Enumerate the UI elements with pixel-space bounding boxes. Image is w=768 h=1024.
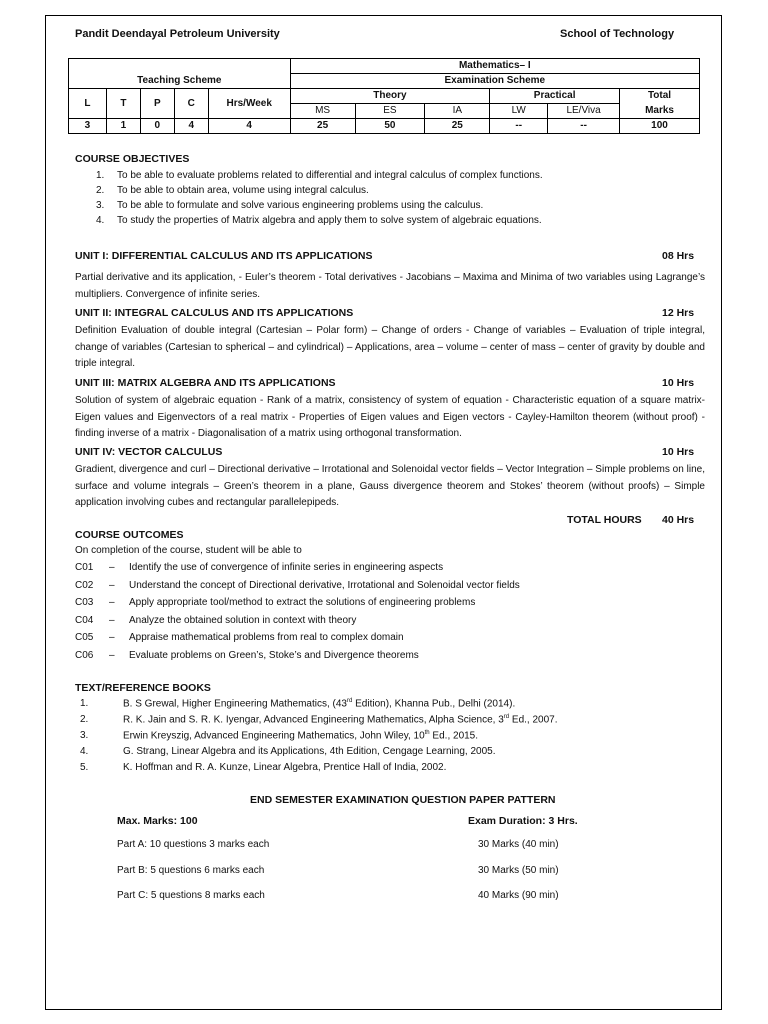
book-num: 1.	[80, 698, 89, 709]
outcome-item	[75, 650, 419, 661]
outcome-code: C03	[75, 597, 94, 608]
scheme-table	[68, 58, 700, 134]
unit-hours: 12 Hrs	[662, 307, 695, 319]
objectives-heading: COURSE OBJECTIVES	[75, 153, 190, 165]
value-cell: --	[548, 119, 620, 134]
book-text: Erwin Kreyszig, Advanced Engineering Mathematics, John Wiley, 10	[123, 730, 425, 742]
col-ms: MS	[290, 104, 355, 119]
theory-header: Theory	[290, 89, 490, 104]
book-entry	[123, 730, 478, 741]
value-cell: 25	[290, 119, 355, 134]
col-ia: IA	[425, 104, 490, 119]
value-cell: 25	[425, 119, 490, 134]
outcome-code: C01	[75, 562, 94, 573]
total-header: Total	[620, 89, 700, 104]
outcome-text: Evaluate problems on Green’s, Stoke’s and Divergence theorems	[129, 650, 419, 661]
books-heading: TEXT/REFERENCE BOOKS	[75, 682, 211, 694]
outcome-code: C05	[75, 632, 94, 643]
outcome-dash: –	[109, 632, 115, 643]
value-cell: 0	[140, 119, 174, 134]
objective-num: 2.	[96, 185, 105, 196]
university-name: Pandit Deendayal Petroleum University	[75, 28, 280, 40]
unit-title: UNIT IV: VECTOR CALCULUS	[75, 446, 223, 458]
outcome-text: Understand the concept of Directional derivative, Irrotational and Solenoidal vector fields	[129, 580, 520, 591]
objective-text: To be able to evaluate problems related to differential and integral calculus of complex functions.	[117, 170, 543, 181]
objective-text: To be able to obtain area, volume using integral calculus.	[117, 185, 369, 196]
unit-title: UNIT II: INTEGRAL CALCULUS AND ITS APPLICATIONS	[75, 307, 354, 319]
objective-num: 1.	[96, 170, 105, 181]
book-sup: rd	[347, 698, 353, 704]
objective-num: 4.	[96, 215, 105, 226]
outcome-code: C02	[75, 580, 94, 591]
unit-hours: 08 Hrs	[662, 250, 695, 262]
book-entry	[123, 714, 558, 725]
max-marks: Max. Marks: 100	[117, 815, 198, 827]
objective-num: 3.	[96, 200, 105, 211]
book-text: G. Strang, Linear Algebra and its Applications, 4th Edition, Cengage Learning, 2005.	[123, 746, 496, 757]
value-cell: 4	[208, 119, 290, 134]
col-es: ES	[355, 104, 425, 119]
outcome-dash: –	[109, 615, 115, 626]
book-text: R. K. Jain and S. R. K. Iyengar, Advanced Engineering Mathematics, Alpha Science, 3	[123, 714, 504, 726]
book-num: 5.	[80, 762, 89, 773]
unit-hours: 10 Hrs	[662, 377, 695, 389]
outcome-item	[75, 597, 475, 608]
book-entry	[123, 762, 446, 773]
part-marks: 30 Marks (50 min)	[478, 865, 559, 876]
book-text: B. S Grewal, Higher Engineering Mathematics, (43	[123, 698, 347, 710]
exam-pattern-heading: END SEMESTER EXAMINATION QUESTION PAPER PATTERN	[250, 794, 556, 806]
objective-text: To study the properties of Matrix algebra and apply them to solve system of algebraic equations.	[117, 215, 542, 226]
book-sup: rd	[503, 714, 510, 720]
blank-cell	[69, 59, 291, 74]
value-cell: 1	[106, 119, 140, 134]
value-cell: 3	[69, 119, 107, 134]
outcome-dash: –	[109, 562, 115, 573]
book-text-end: Edition), Khanna Pub., Delhi (2014).	[352, 698, 516, 710]
part-marks: 40 Marks (90 min)	[478, 890, 559, 901]
outcome-code: C06	[75, 650, 94, 661]
value-cell: 50	[355, 119, 425, 134]
value-cell: 100	[620, 119, 700, 134]
col-le-viva: LE/Viva	[548, 104, 620, 119]
unit-description: Gradient, divergence and curl – Directional derivative – Irrotational and Solenoidal vector fields – Vector Integration – Simple problems on line, surface and volume integrals – Green’s theorem in a plane, Gauss divergence theorem and Stokes’ theorem (without proofs) – Simple application involving cubes and rectangular parallelepipeds.	[75, 464, 705, 508]
teaching-scheme-header: Teaching Scheme	[69, 74, 291, 89]
unit-title: UNIT III: MATRIX ALGEBRA AND ITS APPLICATIONS	[75, 377, 336, 389]
outcome-text: Apply appropriate tool/method to extract the solutions of engineering problems	[129, 597, 476, 608]
col-c: C	[174, 89, 208, 119]
book-num: 4.	[80, 746, 89, 757]
total-hours-label: TOTAL HOURS	[567, 514, 642, 526]
col-t: T	[106, 89, 140, 119]
col-lw: LW	[490, 104, 548, 119]
value-cell: 4	[174, 119, 208, 134]
outcomes-intro: On completion of the course, student will be able to	[75, 545, 302, 556]
unit-description: Partial derivative and its application, - Euler’s theorem - Total derivatives - Jacobians – Maxima and Minima of two variables using Lagrange’s multipliers. Convergence of infinite series.	[75, 272, 705, 300]
unit-description: Solution of system of algebraic equation - Rank of a matrix, consistency of system of equation - Characteristic equation of a square matrix- Eigen values and Eigenvectors of a real matrix - Properties of Eigen values and Eigen vectors - Cayley-Hamilton theorem (without proof) - finding inverse of a matrix - Diagonalisation of a matrix using orthogonal transformation.	[75, 395, 705, 439]
unit-title: UNIT I: DIFFERENTIAL CALCULUS AND ITS APPLICATIONS	[75, 250, 373, 262]
book-entry	[123, 746, 495, 757]
book-sup: th	[424, 730, 430, 736]
part-label: Part A: 10 questions 3 marks each	[117, 839, 270, 850]
outcome-dash: –	[109, 580, 115, 591]
outcome-text: Appraise mathematical problems from real to complex domain	[129, 632, 404, 643]
outcome-text: Analyze the obtained solution in context with theory	[129, 615, 357, 626]
outcome-text: Identify the use of convergence of infinite series in engineering aspects	[129, 562, 444, 573]
part-label: Part B: 5 questions 6 marks each	[117, 865, 265, 876]
course-title: Mathematics– I	[290, 59, 699, 74]
book-entry	[123, 698, 515, 709]
book-text-end: Ed., 2015.	[429, 730, 479, 742]
outcome-item	[75, 580, 520, 591]
part-marks: 30 Marks (40 min)	[478, 839, 559, 850]
exam-duration: Exam Duration: 3 Hrs.	[468, 815, 578, 827]
outcome-item	[75, 632, 404, 643]
col-p: P	[140, 89, 174, 119]
outcome-dash: –	[109, 650, 115, 661]
col-l: L	[69, 89, 107, 119]
outcome-item	[75, 615, 356, 626]
col-hrs-week: Hrs/Week	[208, 89, 290, 119]
book-num: 3.	[80, 730, 89, 741]
col-marks: Marks	[620, 104, 700, 119]
school-name: School of Technology	[560, 28, 675, 40]
part-label: Part C: 5 questions 8 marks each	[117, 890, 265, 901]
outcome-code: C04	[75, 615, 94, 626]
examination-scheme-header: Examination Scheme	[290, 74, 699, 89]
value-cell: --	[490, 119, 548, 134]
unit-hours: 10 Hrs	[662, 446, 695, 458]
outcome-dash: –	[109, 597, 115, 608]
total-hours-value: 40 Hrs	[662, 514, 695, 526]
outcome-item	[75, 562, 443, 573]
unit-description: Definition Evaluation of double integral (Cartesian – Polar form) – Change of orders - Change of variables – Evaluation of triple integral, change of variables (Cartesian to spherical – and cylindrical) – Applications, area – volume – center of mass – center of gravity by double and triple integral.	[75, 325, 705, 369]
book-text-end: Ed., 2007.	[509, 714, 558, 726]
outcomes-heading: COURSE OUTCOMES	[75, 529, 184, 541]
book-num: 2.	[80, 714, 89, 725]
objective-text: To be able to formulate and solve various engineering problems using the calculus.	[117, 200, 484, 211]
book-text: K. Hoffman and R. A. Kunze, Linear Algebra, Prentice Hall of India, 2002.	[123, 762, 447, 773]
practical-header: Practical	[490, 89, 620, 104]
